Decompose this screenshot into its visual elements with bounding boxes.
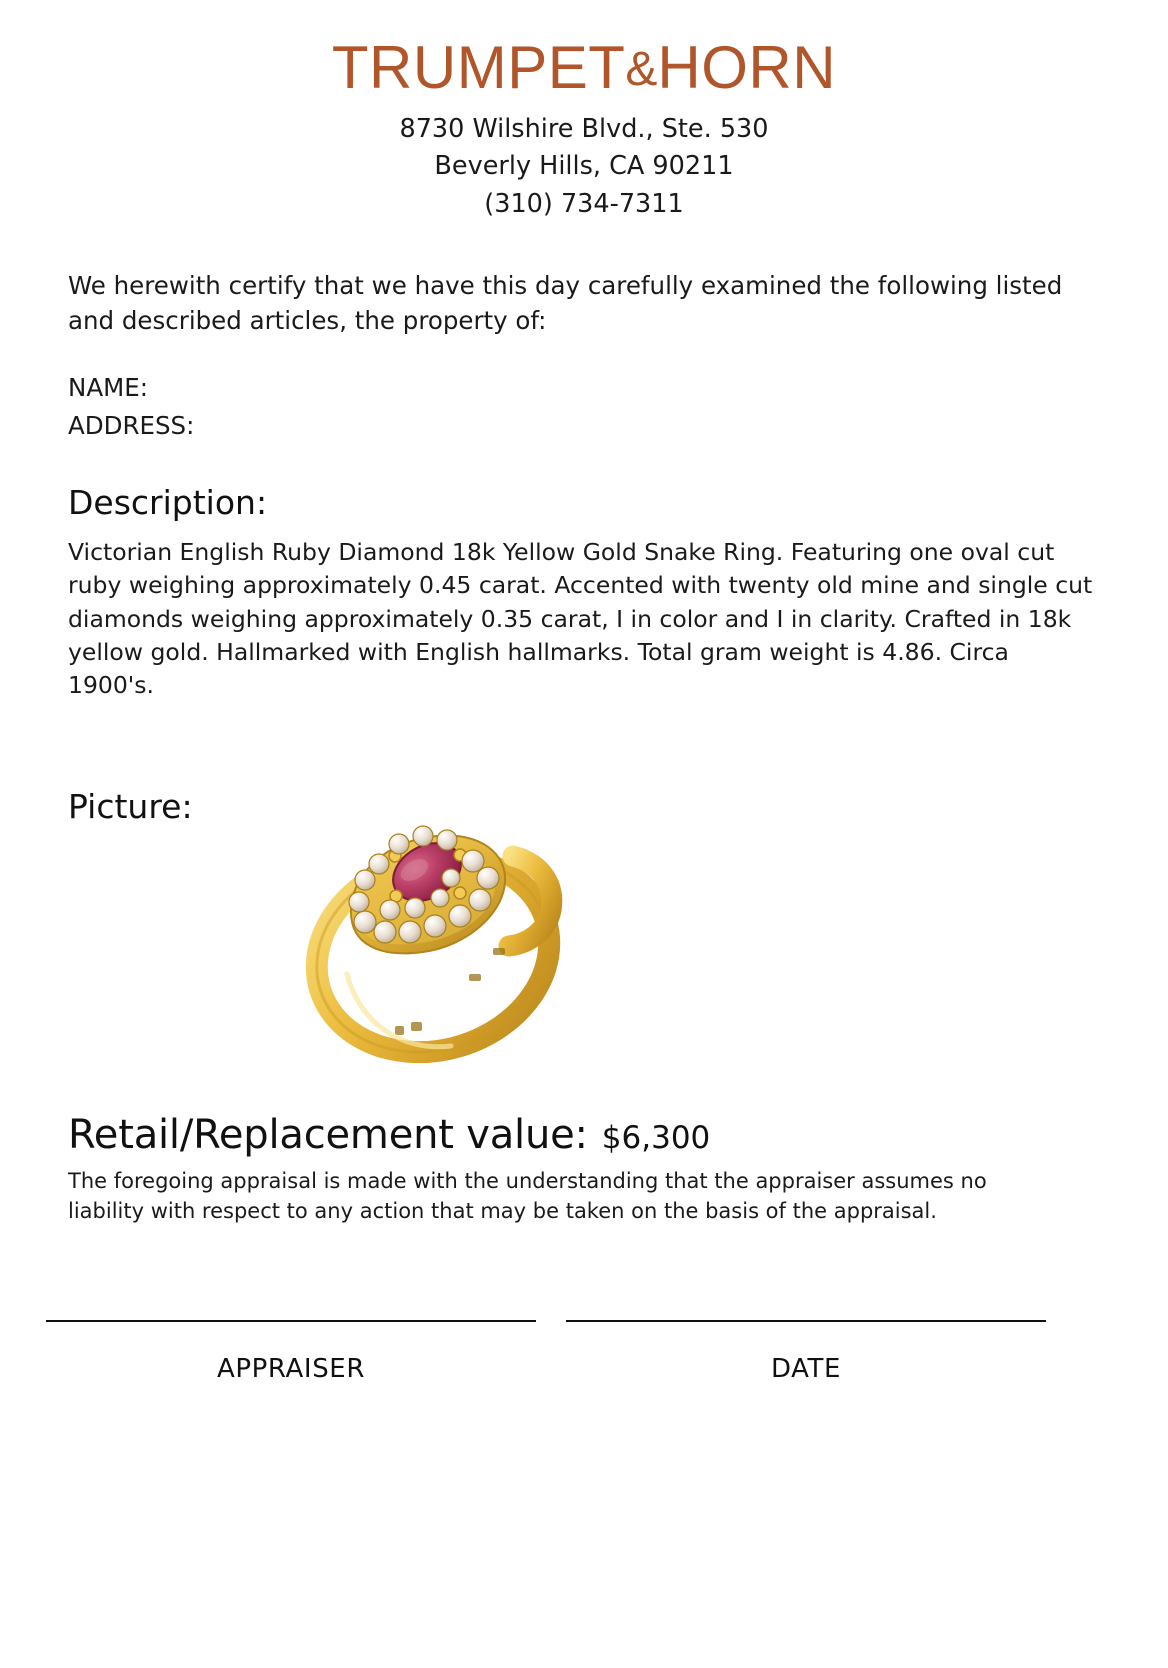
appraiser-caption: APPRAISER <box>216 1354 365 1384</box>
address-label: ADDRESS: <box>68 410 195 440</box>
brand-name-part2: HORN <box>657 34 837 101</box>
description-text: Victorian English Ruby Diamond 18k Yellow Gold Snake Ring. Featuring one oval cut ruby weighing approximately 0.45 carat. Accented with twenty old mine and single cut diamonds weighing approximately 0.35 carat, I in color and I in clarity. Crafted in 18k yellow gold. Hallmarked with English hallmarks. Total gram weight is 4.86. Circa 1900's. <box>68 537 1093 700</box>
value-label: Retail/Replacement value: <box>68 1112 588 1158</box>
ring-illustration <box>255 760 625 1090</box>
signature-lines <box>46 1320 1056 1322</box>
name-field-row <box>68 369 1100 407</box>
company-address <box>68 111 1100 223</box>
disclaimer-text: The foregoing appraisal is made with the understanding that the appraiser assumes no liability with respect to any action that may be taken on the basis of the appraisal. <box>68 1169 987 1224</box>
brand-ampersand: & <box>625 43 658 96</box>
date-signature-line <box>566 1320 1046 1322</box>
address-line-2: Beverly Hills, CA 90211 <box>434 151 734 182</box>
address-field-row <box>68 407 1100 445</box>
brand-name-part1: TRUMPET <box>331 34 626 101</box>
signature-captions <box>46 1354 1056 1384</box>
value-amount: $6,300 <box>601 1120 711 1156</box>
ring-photo <box>255 760 625 1090</box>
description-heading: Description: <box>68 482 268 522</box>
owner-fields <box>68 369 1100 445</box>
brand-title <box>68 0 1100 99</box>
picture-heading: Picture: <box>68 786 193 826</box>
address-line-1: 8730 Wilshire Blvd., Ste. 530 <box>399 114 769 144</box>
certification-statement: We herewith certify that we have this day carefully examined the following listed and described articles, the property of: <box>68 271 1063 336</box>
appraiser-signature-line <box>46 1320 536 1322</box>
phone-number: (310) 734-7311 <box>484 188 684 219</box>
name-label: NAME: <box>68 373 148 403</box>
value-row <box>68 1112 710 1158</box>
date-caption: DATE <box>770 1354 842 1384</box>
